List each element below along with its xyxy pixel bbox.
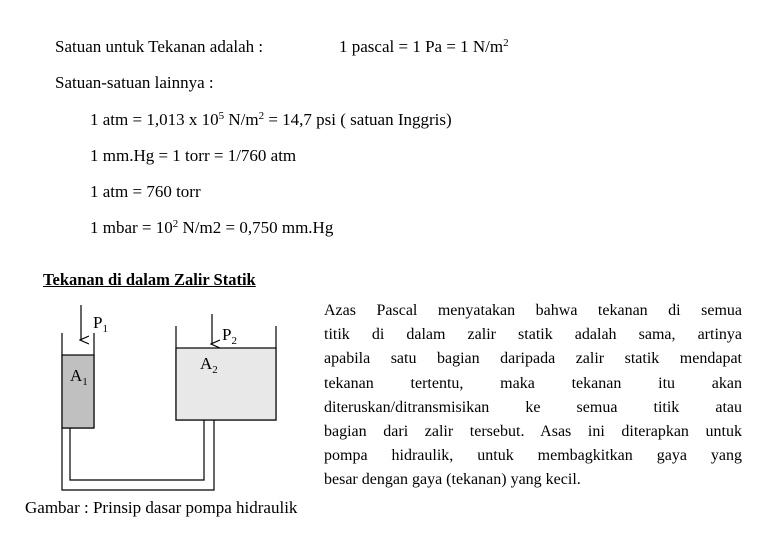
units-intro-label: Satuan untuk Tekanan adalah : [55,37,264,56]
mmhg-torr-line: 1 mm.Hg = 1 torr = 1/760 atm [90,146,297,165]
paragraph-line: bagian dari zalir tersebut. Asas ini diterapkan untuk [324,422,742,440]
pascal-definition: 1 pascal = 1 Pa = 1 $N/m^2$ [339,37,509,56]
other-units-label: Satuan-satuan lainnya : [55,73,214,92]
right-fluid [176,348,276,420]
atm-to-pascal-line: 1 atm = 1,013 x $10^5$ $N/m^2 = 14,7$ psi ( satuan Inggris) [90,110,452,129]
paragraph-line: pompa hidraulik, untuk membagkitkan gaya yang [324,447,742,465]
a1-label: $A_1$ [70,366,88,388]
figure-caption: Gambar : Prinsip dasar pompa hidraulik [25,498,298,517]
paragraph-line: besar dengan gaya (tekanan) yang kecil. [324,471,581,489]
paragraph-line: apabila satu bagian daripada zalir statik mendapat [324,350,742,368]
connecting-pipe-inner [70,420,204,480]
paragraph-line: titik di dalam zalir statik adalah sama, artinya [324,326,742,344]
section-heading: Tekanan di dalam Zalir Statik [43,270,256,289]
paragraph-line: diteruskan/ditransmisikan ke semua titik atau [324,398,742,416]
atm-torr-line: 1 atm = 760 torr [90,182,201,201]
pascal-principle-paragraph [324,299,742,493]
p1-label: $P_1$ [93,313,108,335]
paragraph-line: tekanan tertentu, maka tekanan itu akan [324,374,742,392]
a2-label: $A_2$ [200,354,218,376]
paragraph-line: Azas Pascal menyatakan bahwa tekanan di semua [324,302,742,319]
p2-label: $P_2$ [222,325,237,347]
mbar-line: 1 mbar = $10^2$ N/m2 = 0,750 mm.Hg [90,218,334,237]
